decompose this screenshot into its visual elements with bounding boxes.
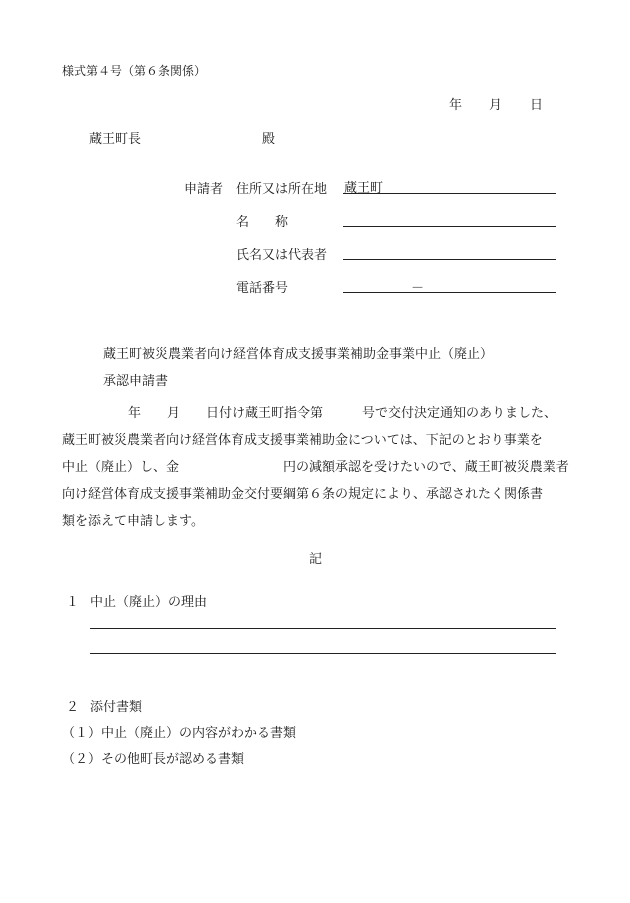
section1-number: １ xyxy=(66,595,80,610)
body-line1: 年 月 日付け蔵王町指令第 号で交付決定通知のありました、 xyxy=(128,406,558,421)
date-year: 年 xyxy=(449,98,463,113)
phone-separator: － xyxy=(411,281,425,296)
addressee-name: 蔵王町長 xyxy=(89,132,142,147)
name-label: 名 称 xyxy=(236,215,289,230)
reason-line-1[interactable] xyxy=(90,628,556,629)
applicant-label: 申請者 xyxy=(184,182,224,197)
date-month: 月 xyxy=(489,98,503,113)
form-number: 様式第４号（第６条関係） xyxy=(62,64,207,78)
phone-label: 電話番号 xyxy=(236,281,289,296)
name-field-line[interactable] xyxy=(343,226,556,227)
section2-title: 添付書類 xyxy=(90,700,143,715)
section2-number: ２ xyxy=(66,700,80,715)
address-field-line[interactable] xyxy=(343,193,556,194)
section1-title: 中止（廃止）の理由 xyxy=(90,595,208,610)
representative-field-line[interactable] xyxy=(343,259,556,260)
form-title-line1: 蔵王町被災農業者向け経営体育成支援事業補助金事業中止（廃止） xyxy=(103,347,494,362)
representative-label: 氏名又は代表者 xyxy=(236,248,328,263)
ki-heading: 記 xyxy=(309,552,323,567)
body-line4: 向け経営体育成支援事業補助金交付要綱第６条の規定により、承認されたく関係書 xyxy=(62,487,544,502)
reason-line-2[interactable] xyxy=(90,653,556,654)
body-line5: 類を添えて申請します。 xyxy=(62,514,204,529)
body-line2: 蔵王町被災農業者向け経営体育成支援事業補助金については、下記のとおり事業を xyxy=(62,433,543,448)
form-title-line2: 承認申請書 xyxy=(103,374,169,389)
address-label: 住所又は所在地 xyxy=(236,182,328,197)
attachment-item: （１）中止（廃止）の内容がわかる書類 xyxy=(62,726,297,741)
attachment-item: （２）その他町長が認める書類 xyxy=(62,752,245,767)
body-line3: 中止（廃止）し、金 円の減額承認を受けたいので、蔵王町被災農業者 xyxy=(62,460,569,475)
phone-field-line[interactable] xyxy=(343,292,556,293)
address-value: 蔵王町 xyxy=(344,181,384,196)
date-day: 日 xyxy=(530,98,544,113)
addressee-honorific: 殿 xyxy=(262,132,276,147)
